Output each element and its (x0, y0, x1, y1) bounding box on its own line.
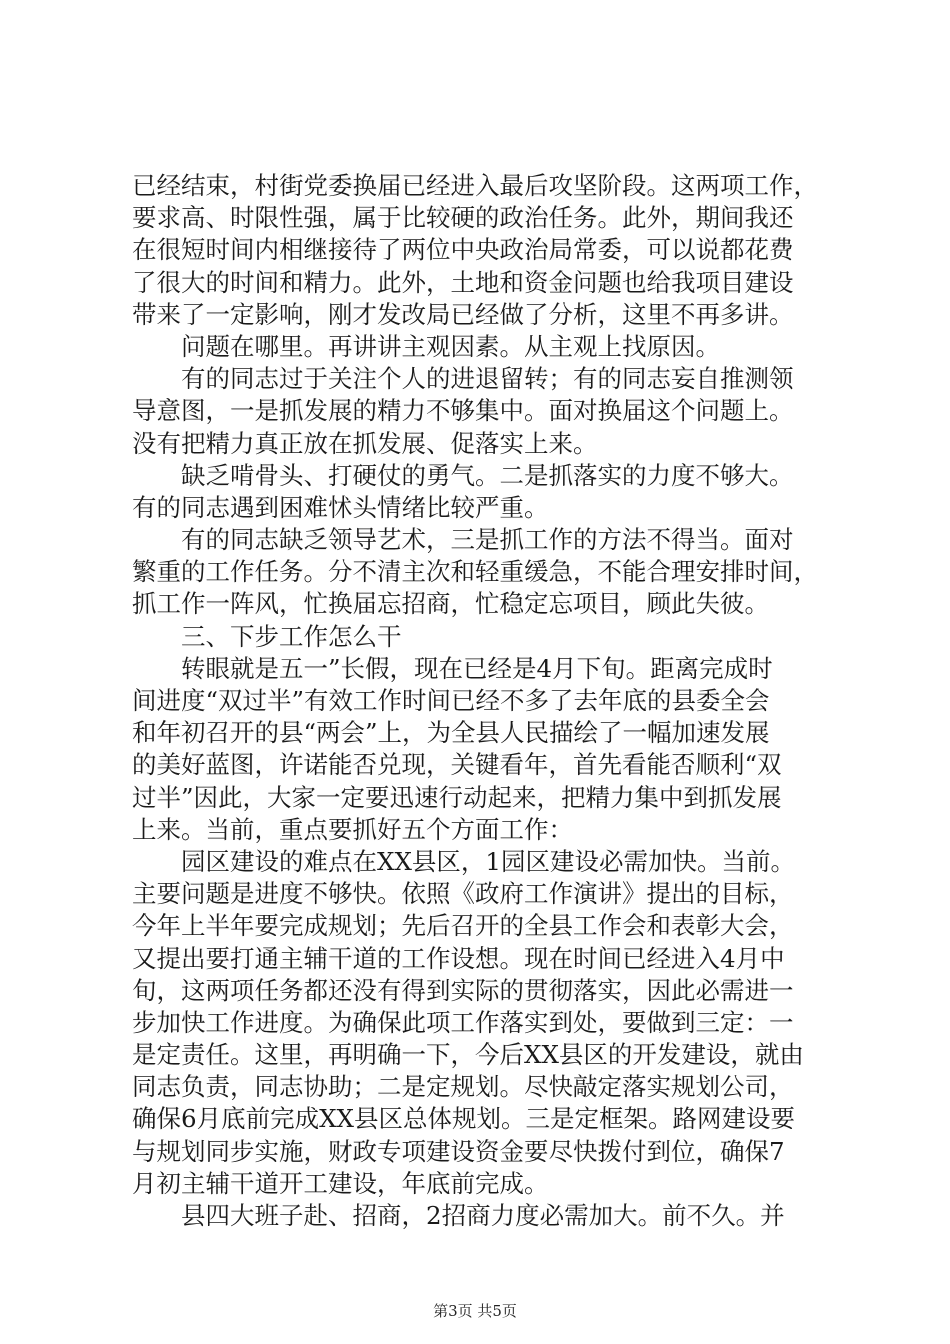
text-line: 又提出要打通主辅干道的工作设想。现在时间已经进入4月中 (132, 943, 785, 973)
document-body (132, 170, 832, 1232)
text-line: 主要问题是进度不够快。依照《政府工作演讲》提出的目标， (132, 879, 794, 909)
text-line: 要求高、时限性强，属于比较硬的政治任务。此外，期间我还 (132, 203, 794, 233)
page-footer: 第3页 共5页 (433, 1302, 517, 1320)
text-line: 有的同志遇到困难怵头情绪比较严重。 (132, 492, 549, 522)
text-line: 与规划同步实施，财政专项建设资金要尽快拨付到位，确保7 (132, 1136, 785, 1166)
text-line: 带来了一定影响，刚才发改局已经做了分析，这里不再多讲。 (132, 299, 794, 329)
text-line: 旬，这两项任务都还没有得到实际的贯彻落实，因此必需进一 (132, 975, 794, 1005)
text-line: 过半”因此，大家一定要迅速行动起来，把精力集中到抓发展 (132, 782, 782, 812)
text-line: 的美好蓝图，许诺能否兑现，关键看年，首先看能否顺利“双 (132, 750, 782, 780)
text-line: 同志负责，同志协助；二是定规划。尽快敲定落实规划公司， (132, 1072, 794, 1102)
text-line: 月初主辅干道开工建设，年底前完成。 (132, 1168, 549, 1198)
text-line: 缺乏啃骨头、打硬仗的勇气。二是抓落实的力度不够大。 (181, 460, 794, 490)
text-line: 今年上半年要完成规划；先后召开的全县工作会和表彰大会， (132, 911, 794, 941)
text-line: 园区建设的难点在XX县区，1园区建设必需加快。当前。 (181, 846, 795, 876)
text-line: 导意图，一是抓发展的精力不够集中。面对换届这个问题上。 (132, 396, 794, 426)
text-line: 已经结束，村街党委换届已经进入最后攻坚阶段。这两项工作， (132, 171, 818, 200)
text-line: 有的同志过于关注个人的进退留转；有的同志妄自推测领 (181, 364, 794, 394)
text-line: 了很大的时间和精力。此外，土地和资金问题也给我项目建设 (132, 267, 794, 297)
text-line: 间进度“双过半”有效工作时间已经不多了去年底的县委全会 (132, 686, 770, 715)
text-line: 繁重的工作任务。分不清主次和轻重缓急，不能合理安排时间， (132, 557, 818, 587)
text-line: 是定责任。这里，再明确一下，今后XX县区的开发建设，就由 (132, 1040, 804, 1070)
text-line: 和年初召开的县“两会”上，为全县人民描绘了一幅加速发展 (132, 718, 770, 748)
text-line: 在很短时间内相继接待了两位中央政治局常委，可以说都花费 (132, 235, 794, 265)
text-line: 转眼就是五一”长假，现在已经是4月下旬。距离完成时 (181, 653, 773, 683)
text-line: 没有把精力真正放在抓发展、促落实上来。 (132, 428, 598, 458)
text-line: 县四大班子赴、招商，2招商力度必需加大。前不久。并 (181, 1201, 785, 1230)
text-line: 上来。当前，重点要抓好五个方面工作： (132, 814, 573, 844)
text-line: 有的同志缺乏领导艺术，三是抓工作的方法不得当。面对 (181, 525, 794, 555)
text-line: 抓工作一阵风，忙换届忘招商，忙稳定忘项目，顾此失彼。 (132, 589, 769, 619)
text-line: 三、下步工作怎么干 (181, 621, 402, 651)
text-line: 确保6月底前完成XX县区总体规划。三是定框架。路网建设要 (132, 1104, 795, 1134)
text-line: 步加快工作进度。为确保此项工作落实到处，要做到三定：一 (132, 1007, 794, 1037)
text-line: 问题在哪里。再讲讲主观因素。从主观上找原因。 (181, 331, 720, 361)
